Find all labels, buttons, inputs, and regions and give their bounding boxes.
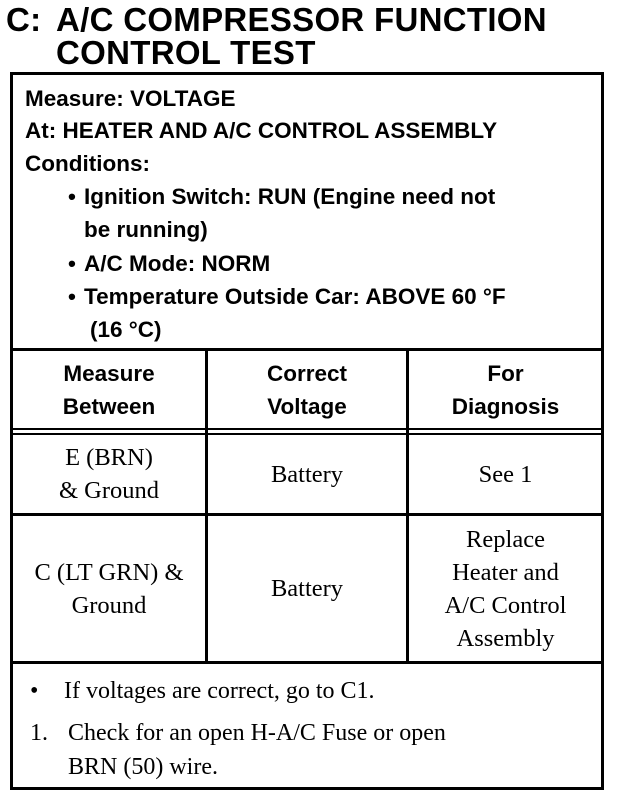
condition-text: A/C Mode: NORM <box>84 251 271 276</box>
condition-text: Ignition Switch: RUN (Engine need not <box>84 184 496 209</box>
bullet-icon: • <box>68 184 76 209</box>
page-title-line1: A/C COMPRESSOR FUNCTION <box>56 1 547 38</box>
column-header-diagnosis: For Diagnosis <box>451 360 560 419</box>
condition-text-continued: be running) <box>84 217 208 242</box>
note-text: Check for an open H-A/C Fuse or open <box>68 720 446 746</box>
note-numbered <box>30 716 446 750</box>
condition-item <box>68 184 495 210</box>
section-label: C: <box>6 1 42 38</box>
voltage-cell: Battery <box>270 460 344 488</box>
condition-item <box>68 284 506 310</box>
column-header-measure: Measure Between <box>62 360 156 419</box>
note-text-continued: BRN (50) wire. <box>68 754 218 780</box>
measure-cell: C (LT GRN) & Ground <box>34 558 184 619</box>
bullet-icon: • <box>68 251 76 276</box>
page-title-line2: CONTROL TEST <box>56 34 316 71</box>
condition-item <box>68 251 270 277</box>
note-bullet <box>30 674 375 708</box>
header-rule-a <box>10 428 604 430</box>
note-number: 1. <box>30 720 48 746</box>
bullet-icon: • <box>68 284 76 309</box>
voltage-cell: Battery <box>270 575 344 602</box>
diagnosis-cell: Replace Heater and A/C Control Assembly <box>444 525 567 652</box>
column-header-voltage: Correct Voltage <box>266 360 348 419</box>
table-bottom-rule <box>10 661 604 664</box>
diagnosis-cell: See 1 <box>478 460 533 488</box>
at-line: At: HEATER AND A/C CONTROL ASSEMBLY <box>25 118 498 143</box>
measure-cell: E (BRN) & Ground <box>58 444 160 504</box>
conditions-label: Conditions: <box>25 151 150 176</box>
condition-text-continued: (16 °C) <box>90 317 162 342</box>
note-text: If voltages are correct, go to C1. <box>64 678 375 704</box>
condition-text: Temperature Outside Car: ABOVE 60 °F <box>84 284 506 309</box>
measure-line: Measure: VOLTAGE <box>25 86 236 111</box>
bullet-icon: • <box>30 678 39 704</box>
